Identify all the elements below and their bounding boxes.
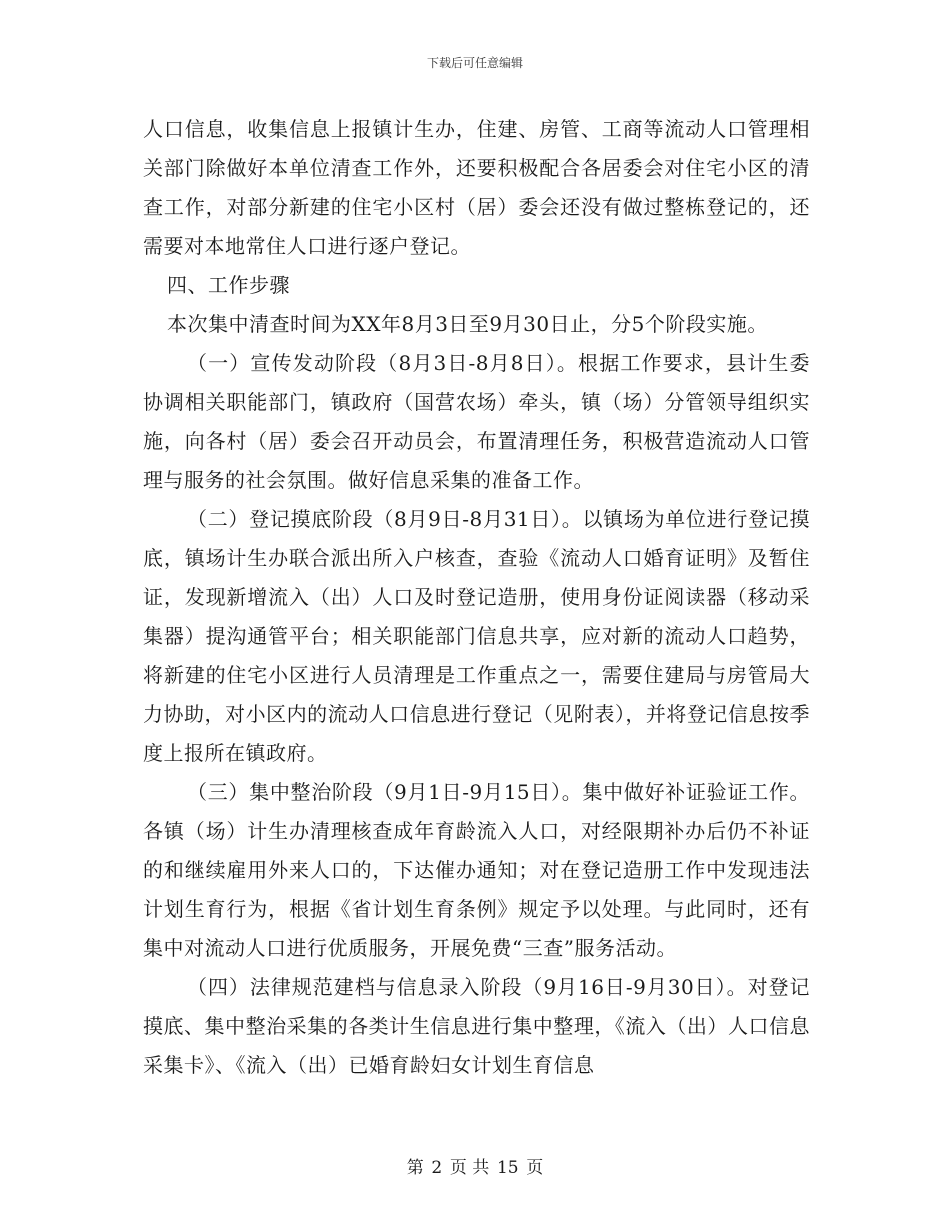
paragraph: （二）登记摸底阶段（8月9日-8月31日）。以镇场为单位进行登记摸底，镇场计生办联合派出所入户核查，查验《流动人口婚育证明》及暂住证，发现新增流入（出）人口及时登记造册，使用身份证阅读器（移动采集器）提沟通管平台；相关职能部门信息共享，应对新的流动人口趋势，将新建的住宅小区进行人员清理是工作重点之一，需要住建局与房管局大力协助，对小区内的流动人口信息进行登记（见附表），并将登记信息按季度上报所在镇政府。	[143, 507, 810, 765]
paragraph: 本次集中清查时间为XX年8月3日至9月30日止，分5个阶段实施。	[167, 312, 768, 336]
section-heading: 四、工作步骤	[167, 273, 290, 297]
paragraph: （三）集中整治阶段（9月1日-9月15日）。集中做好补证验证工作。各镇（场）计生办清理核查成年育龄流入人口，对经限期补办后仍不补证的和继续雇用外来人口的，下达催办通知；对在登记造册工作中发现违法计划生育行为，根据《省计划生育条例》规定予以处理。与此同时，还有集中对流动人口进行优质服务，开展免费“三查”服务活动。	[143, 780, 810, 960]
current-page-number: 2	[431, 1158, 443, 1178]
paragraph: （一）宣传发动阶段（8月3日-8月8日）。根据工作要求，县计生委协调相关职能部门，镇政府（国营农场）牵头，镇（场）分管领导组织实施，向各村（居）委会召开动员会，布置清理任务，积极营造流动人口管理与服务的社会氛围。做好信息采集的准备工作。	[143, 351, 810, 492]
page-footer	[0, 1153, 950, 1178]
document-body	[143, 110, 810, 1085]
footer-prefix: 第	[406, 1158, 424, 1178]
footer-middle: 页 共	[449, 1158, 490, 1178]
page-header: 下载后可任意编辑	[426, 56, 523, 70]
footer-suffix: 页	[526, 1158, 544, 1178]
paragraph: （四）法律规范建档与信息录入阶段（9月16日-9月30日）。对登记摸底、集中整治采集的各类计生信息进行集中整理，《流入（出）人口信息采集卡》、《流入（出）已婚育龄妇女计划生育信息	[143, 975, 810, 1077]
total-page-count: 15	[496, 1158, 519, 1178]
paragraph: 人口信息，收集信息上报镇计生办，住建、房管、工商等流动人口管理相关部门除做好本单位清查工作外，还要积极配合各居委会对住宅小区的清查工作，对部分新建的住宅小区村（居）委会还没有做过整栋登记的，还需要对本地常住人口进行逐户登记。	[143, 117, 810, 258]
